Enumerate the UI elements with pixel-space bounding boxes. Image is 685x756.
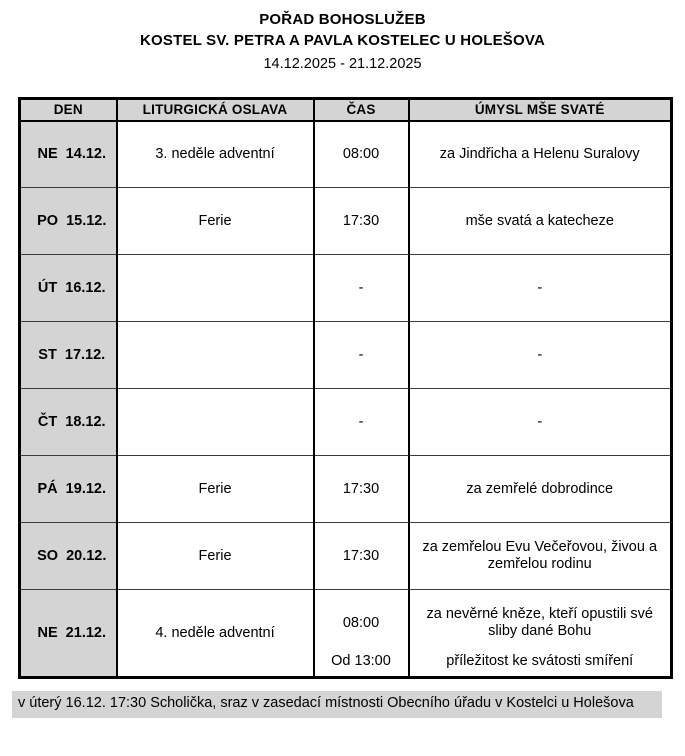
intention-morning: za nevěrné kněze, kteří opustili své sliby dané Bohu [426, 606, 653, 639]
intention-cell: - [409, 255, 672, 322]
celebration-cell [117, 389, 314, 456]
day-cell: ST 17.12. [20, 322, 117, 389]
time-cell: 17:30 [314, 523, 409, 590]
table-row [20, 322, 672, 389]
intention-afternoon: příležitost ke svátosti smíření [446, 653, 634, 669]
day-cell: NE 21.12. [20, 590, 117, 678]
time-morning: 08:00 [342, 614, 380, 631]
time-cell: 17:30 [314, 188, 409, 255]
intention-cell: mše svatá a katecheze [409, 188, 672, 255]
table-row [20, 590, 672, 678]
celebration-cell: Ferie [117, 523, 314, 590]
time-cell: - [314, 389, 409, 456]
col-header-den: DEN [20, 99, 117, 121]
table-row [20, 255, 672, 322]
church-title: KOSTEL SV. PETRA A PAVLA KOSTELEC U HOLEŠOVA [140, 32, 545, 49]
table-row [20, 456, 672, 523]
time-cell: - [314, 322, 409, 389]
time-cell: - [314, 255, 409, 322]
day-cell: ČT 18.12. [20, 389, 117, 456]
day-cell: SO 20.12. [20, 523, 117, 590]
day-cell: PÁ 19.12. [20, 456, 117, 523]
time-afternoon: Od 13:00 [331, 653, 391, 669]
celebration-cell: Ferie [117, 188, 314, 255]
intention-cell [409, 590, 672, 678]
time-cell: 17:30 [314, 456, 409, 523]
celebration-cell: Ferie [117, 456, 314, 523]
heading-block [0, 0, 685, 74]
table-row [20, 121, 672, 188]
header-row [20, 99, 672, 121]
intention-cell: - [409, 322, 672, 389]
page-title: POŘAD BOHOSLUŽEB [259, 11, 426, 28]
day-cell: ÚT 16.12. [20, 255, 117, 322]
day-cell: PO 15.12. [20, 188, 117, 255]
col-header-umysl: ÚMYSL MŠE SVATÉ [409, 99, 672, 121]
celebration-cell [117, 255, 314, 322]
intention-cell: za zemřelé dobrodince [409, 456, 672, 523]
table-row [20, 523, 672, 590]
table-row [20, 188, 672, 255]
time-cell [314, 590, 409, 678]
day-cell: NE 14.12. [20, 121, 117, 188]
intention-cell: za zemřelou Evu Večeřovou, živou a zemřelou rodinu [409, 523, 672, 590]
col-header-oslava: LITURGICKÁ OSLAVA [117, 99, 314, 121]
intention-cell: za Jindřicha a Helenu Suralovy [409, 121, 672, 188]
celebration-cell: 3. neděle adventní [117, 121, 314, 188]
footer-note: v úterý 16.12. 17:30 Scholička, sraz v zasedací místnosti Obecního úřadu v Kostelci u Holešova [12, 691, 662, 718]
celebration-cell: 4. neděle adventní [117, 590, 314, 678]
schedule-table [18, 97, 673, 679]
intention-cell: - [409, 389, 672, 456]
time-cell: 08:00 [314, 121, 409, 188]
col-header-cas: ČAS [314, 99, 409, 121]
celebration-cell [117, 322, 314, 389]
date-range: 14.12.2025 - 21.12.2025 [263, 56, 422, 72]
table-row [20, 389, 672, 456]
